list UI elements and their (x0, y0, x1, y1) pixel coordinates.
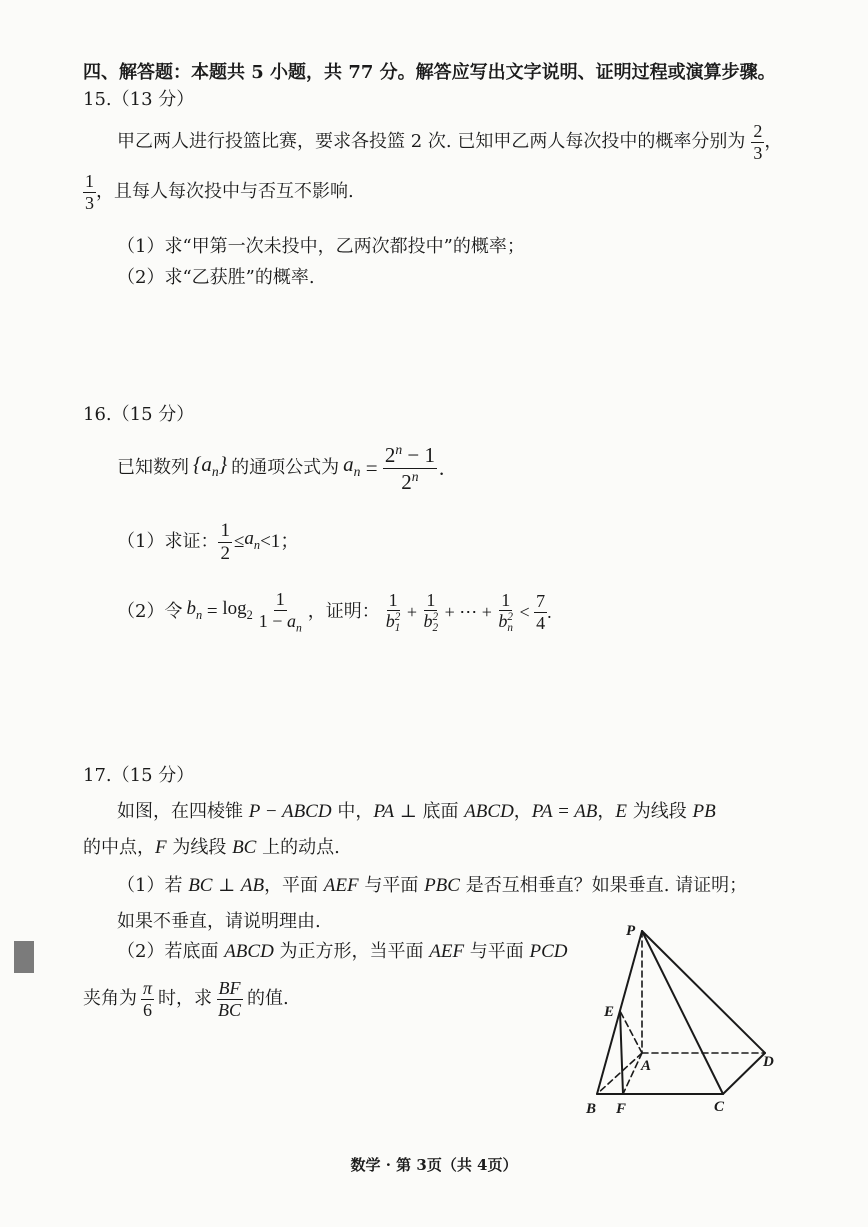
q15-prob-jia (751, 121, 764, 163)
math-run: F (155, 837, 167, 858)
frac-denominator: 3 (85, 192, 94, 213)
num-base: 2 (384, 443, 396, 468)
frac-numerator: π (143, 977, 153, 998)
log-text: log (222, 598, 247, 620)
frac-numerator: 7 (536, 590, 546, 611)
q15-part1: （1）求“甲第一次未投中，乙两次都投中”的概率； (117, 236, 525, 257)
math-run: BC (188, 875, 213, 896)
seq-close: } (218, 451, 228, 476)
text-run: ⊥ (212, 875, 241, 896)
frac-numerator: 1 (426, 589, 436, 610)
q16-bound-fraction (534, 591, 547, 633)
q17-part1-cont: 如果不垂直，请说明理由. (117, 911, 321, 932)
math-run: PA = AB (531, 801, 598, 822)
frac-denominator: 6 (143, 999, 153, 1020)
q16-part2-label: （2）令 (117, 601, 183, 622)
text-run: 与平面 (464, 941, 530, 962)
frac-denominator (399, 469, 420, 494)
text-run: （2）若底面 (117, 941, 225, 962)
b-base: b (423, 611, 433, 632)
q17-ratio-fraction (216, 978, 243, 1020)
text-run: ， (597, 801, 616, 822)
frac-numerator (383, 442, 437, 468)
label-P: P (626, 923, 636, 939)
comma: ， (764, 131, 783, 152)
q17-part1 (117, 874, 747, 898)
frac-numerator: 2 (753, 120, 763, 141)
q17-angle-label: 夹角为 (83, 988, 137, 1009)
math-run: BC (232, 837, 257, 858)
q16-log (222, 597, 252, 627)
math-run: ABCD (224, 941, 274, 962)
edge-AB (597, 1053, 642, 1094)
frac-denominator (422, 611, 441, 634)
segment-EF (620, 1011, 623, 1094)
text-run: ， (513, 801, 532, 822)
math-run: P − ABCD (248, 801, 332, 822)
q16-stem (117, 438, 444, 498)
q16-part2-mid: ，证明： (307, 601, 380, 622)
text-run: 如图，在四棱锥 (117, 801, 249, 822)
num-rest: − 1 (402, 443, 435, 468)
q16-an (343, 452, 360, 484)
an-base: a (286, 610, 296, 631)
square-exp: 2 (432, 611, 439, 624)
text-run: （1）若 (117, 875, 189, 896)
an-subscript: n (295, 621, 302, 635)
q16-part1-rest: <1； (260, 531, 300, 552)
q16-part2 (117, 584, 552, 640)
frac-denominator (257, 611, 304, 635)
text-run: 的中点， (83, 837, 155, 858)
plus-sign: + (402, 602, 422, 622)
num-exponent: n (395, 442, 403, 458)
frac-denominator: 4 (536, 612, 546, 633)
q16-sum-termn (496, 590, 515, 635)
q17-number: 17.（15 分） (83, 765, 195, 786)
math-run: E (615, 801, 628, 822)
edge-PD (642, 931, 765, 1053)
math-run: AB (240, 875, 265, 896)
bn-subscript: n (195, 607, 203, 622)
q16-number: 16.（15 分） (83, 404, 195, 425)
q16-stem-text-b: 的通项公式为 (231, 457, 340, 478)
text-run: ，平面 (264, 875, 324, 896)
frac-denominator: 3 (753, 142, 763, 163)
pyramid-figure (578, 915, 788, 1120)
square-exp: 2 (394, 611, 401, 624)
q16-part1-label: （1）求证： (117, 531, 219, 552)
frac-numerator: 1 (275, 589, 285, 610)
bn-base: b (186, 598, 196, 620)
math-run: AEF (323, 875, 359, 896)
ellipsis-plus: + ⋯ + (440, 602, 497, 622)
q17-angle-fraction (141, 978, 154, 1020)
q15-stem-line2 (83, 166, 354, 218)
q16-part1-half (218, 520, 232, 565)
frac-numerator: 1 (220, 519, 230, 541)
segment-AF (623, 1053, 642, 1094)
q17-part2 (117, 940, 568, 964)
seq-open: {a (193, 451, 212, 476)
q15-stem-text: 甲乙两人进行投篮比赛，要求各投篮 2 次. 已知甲乙两人每次投中的概率分别为 (117, 131, 746, 152)
q16-part1 (117, 516, 299, 568)
q17-value-label: 的值. (247, 988, 289, 1009)
den-exponent: n (411, 468, 419, 484)
q16-bn (186, 597, 202, 627)
q16-log-fraction (257, 589, 304, 635)
square-exp: 2 (507, 611, 513, 624)
b-base: b (498, 611, 508, 632)
q17-part2-cont (83, 972, 289, 1026)
math-run: AEF (429, 941, 465, 962)
frac-numerator: 1 (85, 170, 94, 191)
scan-margin-mark (14, 941, 34, 973)
frac-numerator: 1 (501, 589, 511, 610)
page-footer: 数学 · 第 3页（共 4页） (350, 1156, 518, 1174)
q15-stem-line1 (117, 116, 782, 168)
q17-ask-label: 时，求 (158, 988, 213, 1009)
math-run: ABCD (464, 801, 514, 822)
text-run: 与平面 (358, 875, 425, 896)
frac-denominator: BC (218, 999, 242, 1020)
label-D: D (763, 1054, 774, 1070)
frac-numerator: 1 (388, 589, 398, 610)
q16-sum-term2 (422, 590, 441, 635)
q16-formula-fraction (383, 442, 437, 493)
text-run: 中， (331, 801, 374, 822)
text-run: 为线段 (627, 801, 693, 822)
frac-denominator (384, 611, 403, 634)
log-base: 2 (246, 607, 253, 622)
less-than-sign: < (515, 602, 535, 622)
text-run: 为线段 (166, 837, 233, 858)
edge-PC (642, 931, 723, 1094)
b-subscript: 2 (432, 622, 439, 635)
label-B: B (586, 1101, 597, 1117)
leq-sign: ≤ (233, 531, 245, 552)
den-one-minus: 1 − (258, 610, 287, 631)
math-run: PCD (529, 941, 568, 962)
period: . (438, 456, 445, 480)
frac-denominator: 2 (220, 542, 230, 564)
q17-line1 (117, 800, 716, 824)
q15-prob-yi (83, 171, 96, 213)
text-run: 是否互相垂直？如果垂直. 请证明； (459, 875, 748, 896)
segment-AE (620, 1011, 642, 1053)
section-heading: 四、解答题：本题共 5 小题，共 77 分。解答应写出文字说明、证明过程或演算步骤。 (83, 62, 776, 83)
q15-number: 15.（13 分） (83, 89, 195, 110)
text-run: 为正方形，当平面 (273, 941, 430, 962)
an-subscript: n (253, 537, 261, 552)
label-C: C (714, 1099, 725, 1115)
q16-sequence (193, 452, 227, 484)
math-run: PBC (424, 875, 460, 896)
an-base: a (343, 451, 354, 476)
label-A: A (641, 1058, 652, 1074)
frac-denominator (496, 611, 515, 634)
b-base: b (385, 611, 395, 632)
q15-part2: （2）求“乙获胜”的概率. (117, 267, 315, 288)
q16-sum-term1 (384, 590, 403, 635)
period: . (547, 602, 552, 622)
an-base: a (244, 528, 254, 550)
b-subscript: n (507, 622, 513, 635)
label-F: F (616, 1101, 627, 1117)
q16-stem-text-a: 已知数列 (117, 457, 189, 478)
text-run: ⊥ 底面 (394, 801, 465, 822)
edge-CD (723, 1053, 765, 1094)
text-run: 上的动点. (256, 837, 340, 858)
equals-sign: = (202, 601, 223, 622)
q15-stem-tail: ，且每人每次投中与否互不影响. (96, 181, 354, 202)
b-subscript: 1 (394, 622, 401, 635)
math-run: PA (373, 801, 395, 822)
den-base: 2 (401, 469, 412, 494)
frac-numerator: BF (218, 977, 241, 998)
q17-line2 (83, 836, 340, 860)
math-run: PB (692, 801, 716, 822)
equals-sign: = (360, 456, 383, 480)
q16-part1-an (244, 527, 260, 557)
label-E: E (604, 1004, 615, 1020)
seq-subscript: n (211, 464, 219, 480)
an-subscript: n (353, 464, 361, 480)
